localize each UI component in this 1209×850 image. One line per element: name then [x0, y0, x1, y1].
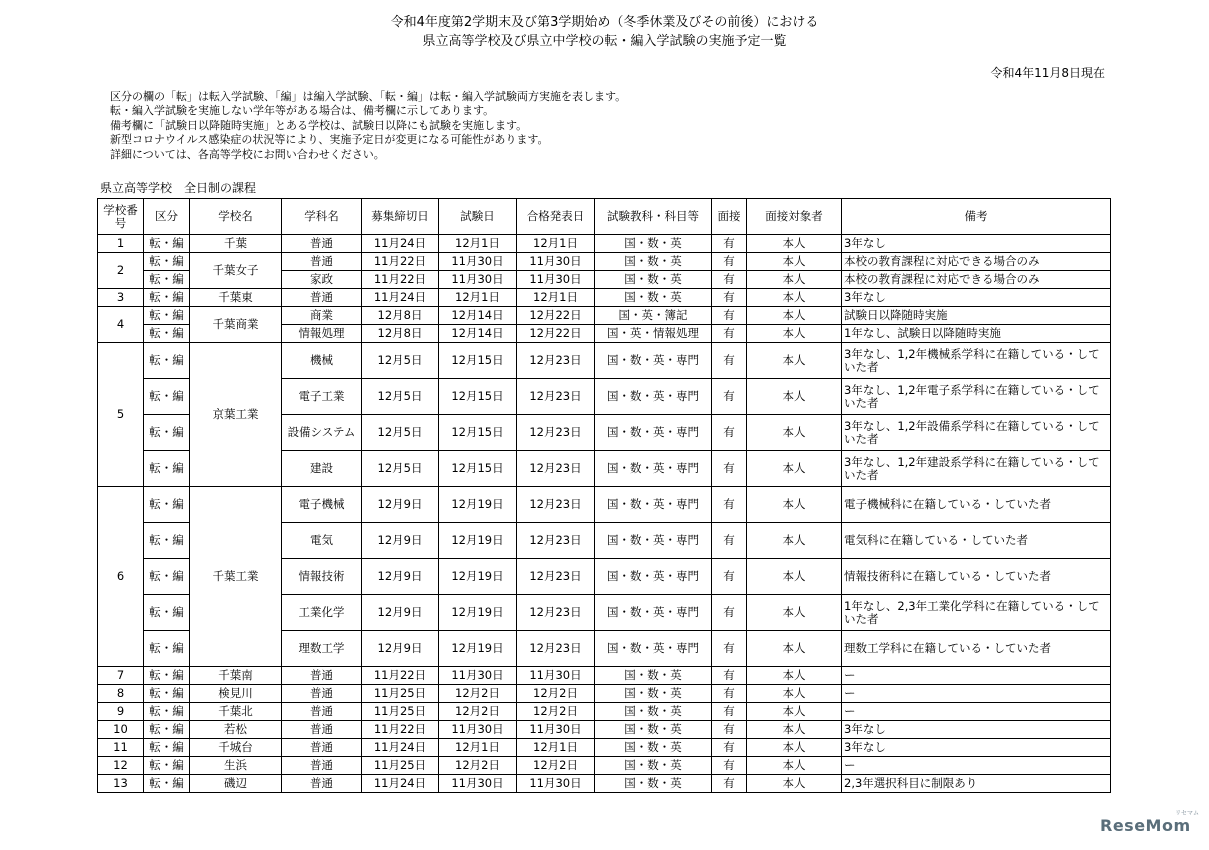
note-line: 新型コロナウイルス感染症の状況等により、実施予定日が変更になる可能性があります。 — [110, 133, 549, 147]
interview-cell: 有 — [712, 775, 747, 793]
interview-cell: 有 — [712, 289, 747, 307]
exam-date-cell: 12月19日 — [439, 487, 517, 523]
department-cell: 情報技術 — [282, 559, 362, 595]
remarks-cell: 2,3年選択科目に制限あり — [842, 775, 1111, 793]
exam-date-cell: 12月2日 — [439, 703, 517, 721]
exam-schedule-table — [97, 198, 1111, 793]
deadline-cell: 11月24日 — [362, 739, 439, 757]
department-cell: 普通 — [282, 775, 362, 793]
table-row — [98, 235, 1111, 253]
section-title: 県立高等学校 全日制の課程 — [100, 181, 257, 195]
subjects-cell: 国・数・英・専門 — [595, 379, 712, 415]
kubun-cell: 転・編 — [144, 235, 190, 253]
deadline-cell: 12月8日 — [362, 307, 439, 325]
result-date-cell: 12月1日 — [517, 739, 595, 757]
remarks-cell: 3年なし、1,2年電子系学科に在籍している・していた者 — [842, 379, 1111, 415]
department-cell: 家政 — [282, 271, 362, 289]
header-deadline: 募集締切日 — [362, 199, 439, 235]
school-name-cell: 千葉東 — [190, 289, 282, 307]
school-no-cell: 6 — [98, 487, 144, 667]
subjects-cell: 国・英・情報処理 — [595, 325, 712, 343]
interview-cell: 有 — [712, 235, 747, 253]
table-row — [98, 721, 1111, 739]
interview-target-cell: 本人 — [747, 775, 842, 793]
school-name-cell: 磯辺 — [190, 775, 282, 793]
exam-date-cell: 12月19日 — [439, 523, 517, 559]
deadline-cell: 12月9日 — [362, 595, 439, 631]
header-remarks: 備考 — [842, 199, 1111, 235]
interview-cell: 有 — [712, 595, 747, 631]
interview-target-cell: 本人 — [747, 325, 842, 343]
kubun-cell: 転・編 — [144, 289, 190, 307]
result-date-cell: 11月30日 — [517, 253, 595, 271]
header-exam-date: 試験日 — [439, 199, 517, 235]
school-no-cell: 10 — [98, 721, 144, 739]
kubun-cell: 転・編 — [144, 451, 190, 487]
school-name-cell: 京葉工業 — [190, 343, 282, 487]
remarks-cell: 情報技術科に在籍している・していた者 — [842, 559, 1111, 595]
deadline-cell: 12月5日 — [362, 379, 439, 415]
subjects-cell: 国・数・英 — [595, 253, 712, 271]
interview-cell: 有 — [712, 379, 747, 415]
result-date-cell: 12月23日 — [517, 559, 595, 595]
interview-cell: 有 — [712, 631, 747, 667]
department-cell: 情報処理 — [282, 325, 362, 343]
header-result-date: 合格発表日 — [517, 199, 595, 235]
result-date-cell: 12月23日 — [517, 415, 595, 451]
remarks-cell: 理数工学科に在籍している・していた者 — [842, 631, 1111, 667]
interview-cell: 有 — [712, 667, 747, 685]
interview-target-cell: 本人 — [747, 289, 842, 307]
interview-target-cell: 本人 — [747, 631, 842, 667]
result-date-cell: 11月30日 — [517, 667, 595, 685]
school-no-cell: 3 — [98, 289, 144, 307]
table-row — [98, 289, 1111, 307]
interview-cell: 有 — [712, 559, 747, 595]
deadline-cell: 11月22日 — [362, 721, 439, 739]
deadline-cell: 12月9日 — [362, 487, 439, 523]
subjects-cell: 国・数・英・専門 — [595, 343, 712, 379]
header-kubun: 区分 — [144, 199, 190, 235]
exam-date-cell: 11月30日 — [439, 271, 517, 289]
school-name-cell: 千葉北 — [190, 703, 282, 721]
exam-date-cell: 12月15日 — [439, 451, 517, 487]
note-line: 詳細については、各高等学校にお問い合わせください。 — [110, 147, 385, 161]
subjects-cell: 国・数・英 — [595, 721, 712, 739]
interview-target-cell: 本人 — [747, 703, 842, 721]
document-title-line2: 県立高等学校及び県立中学校の転・編入学試験の実施予定一覧 — [422, 34, 787, 49]
result-date-cell: 11月30日 — [517, 271, 595, 289]
interview-target-cell: 本人 — [747, 451, 842, 487]
header-school-name: 学校名 — [190, 199, 282, 235]
exam-date-cell: 12月1日 — [439, 235, 517, 253]
remarks-cell: 3年なし — [842, 235, 1111, 253]
school-no-cell: 4 — [98, 307, 144, 343]
kubun-cell: 転・編 — [144, 739, 190, 757]
school-no-cell: 5 — [98, 343, 144, 487]
interview-target-cell: 本人 — [747, 415, 842, 451]
interview-cell: 有 — [712, 487, 747, 523]
subjects-cell: 国・数・英 — [595, 775, 712, 793]
school-no-cell: 9 — [98, 703, 144, 721]
kubun-cell: 転・編 — [144, 685, 190, 703]
department-cell: 普通 — [282, 703, 362, 721]
department-cell: 普通 — [282, 235, 362, 253]
subjects-cell: 国・数・英・専門 — [595, 559, 712, 595]
remarks-cell: 3年なし、1,2年機械系学科に在籍している・していた者 — [842, 343, 1111, 379]
remarks-cell: 本校の教育課程に対応できる場合のみ — [842, 271, 1111, 289]
deadline-cell: 12月9日 — [362, 559, 439, 595]
kubun-cell: 転・編 — [144, 325, 190, 343]
note-line: 転・編入学試験を実施しない学年等がある場合は、備考欄に示してあります。 — [110, 104, 495, 118]
subjects-cell: 国・数・英・専門 — [595, 487, 712, 523]
interview-cell: 有 — [712, 721, 747, 739]
result-date-cell: 12月23日 — [517, 379, 595, 415]
kubun-cell: 転・編 — [144, 559, 190, 595]
as-of-date: 令和4年11月8日現在 — [990, 66, 1105, 80]
subjects-cell: 国・数・英・専門 — [595, 415, 712, 451]
school-name-cell: 千葉工業 — [190, 487, 282, 667]
remarks-cell: ー — [842, 685, 1111, 703]
table-row — [98, 775, 1111, 793]
exam-date-cell: 12月15日 — [439, 379, 517, 415]
kubun-cell: 転・編 — [144, 703, 190, 721]
department-cell: 電子工業 — [282, 379, 362, 415]
header-subjects: 試験教科・科目等 — [595, 199, 712, 235]
kubun-cell: 転・編 — [144, 343, 190, 379]
deadline-cell: 11月22日 — [362, 253, 439, 271]
exam-date-cell: 12月1日 — [439, 739, 517, 757]
deadline-cell: 11月24日 — [362, 235, 439, 253]
header-interview: 面接 — [712, 199, 747, 235]
document-title-line1: 令和4年度第2学期末及び第3学期始め（冬季休業及びその前後）における — [390, 15, 819, 30]
table-row — [98, 685, 1111, 703]
subjects-cell: 国・英・簿記 — [595, 307, 712, 325]
result-date-cell: 11月30日 — [517, 775, 595, 793]
school-name-cell: 検見川 — [190, 685, 282, 703]
kubun-cell: 転・編 — [144, 523, 190, 559]
table-row — [98, 703, 1111, 721]
department-cell: 普通 — [282, 667, 362, 685]
remarks-cell: ー — [842, 667, 1111, 685]
table-row — [98, 487, 1111, 523]
remarks-cell: 1年なし、試験日以降随時実施 — [842, 325, 1111, 343]
interview-cell: 有 — [712, 739, 747, 757]
subjects-cell: 国・数・英 — [595, 271, 712, 289]
school-no-cell: 8 — [98, 685, 144, 703]
interview-cell: 有 — [712, 307, 747, 325]
remarks-cell: 1年なし、2,3年工業化学科に在籍している・していた者 — [842, 595, 1111, 631]
deadline-cell: 11月22日 — [362, 667, 439, 685]
school-name-cell: 生浜 — [190, 757, 282, 775]
deadline-cell: 12月5日 — [362, 451, 439, 487]
school-no-cell: 12 — [98, 757, 144, 775]
interview-target-cell: 本人 — [747, 523, 842, 559]
kubun-cell: 転・編 — [144, 271, 190, 289]
interview-cell: 有 — [712, 415, 747, 451]
department-cell: 工業化学 — [282, 595, 362, 631]
interview-target-cell: 本人 — [747, 235, 842, 253]
school-name-cell: 若松 — [190, 721, 282, 739]
deadline-cell: 11月24日 — [362, 775, 439, 793]
department-cell: 設備システム — [282, 415, 362, 451]
kubun-cell: 転・編 — [144, 415, 190, 451]
deadline-cell: 11月25日 — [362, 703, 439, 721]
result-date-cell: 12月2日 — [517, 685, 595, 703]
result-date-cell: 12月1日 — [517, 235, 595, 253]
interview-cell: 有 — [712, 703, 747, 721]
department-cell: 普通 — [282, 253, 362, 271]
kubun-cell: 転・編 — [144, 721, 190, 739]
interview-target-cell: 本人 — [747, 487, 842, 523]
subjects-cell: 国・数・英・専門 — [595, 451, 712, 487]
exam-date-cell: 12月14日 — [439, 307, 517, 325]
remarks-cell: ー — [842, 757, 1111, 775]
note-line: 備考欄に「試験日以降随時実施」とある学校は、試験日以降にも試験を実施します。 — [110, 118, 528, 132]
exam-date-cell: 12月19日 — [439, 559, 517, 595]
exam-date-cell: 11月30日 — [439, 775, 517, 793]
interview-cell: 有 — [712, 253, 747, 271]
resemom-logo: ReseMom — [1100, 816, 1191, 835]
table-row — [98, 757, 1111, 775]
department-cell: 電子機械 — [282, 487, 362, 523]
interview-cell: 有 — [712, 451, 747, 487]
interview-cell: 有 — [712, 343, 747, 379]
remarks-cell: ー — [842, 703, 1111, 721]
subjects-cell: 国・数・英 — [595, 703, 712, 721]
interview-target-cell: 本人 — [747, 559, 842, 595]
result-date-cell: 12月23日 — [517, 487, 595, 523]
remarks-cell: 電気科に在籍している・していた者 — [842, 523, 1111, 559]
department-cell: 普通 — [282, 289, 362, 307]
interview-target-cell: 本人 — [747, 757, 842, 775]
interview-target-cell: 本人 — [747, 739, 842, 757]
department-cell: 商業 — [282, 307, 362, 325]
subjects-cell: 国・数・英・専門 — [595, 631, 712, 667]
department-cell: 建設 — [282, 451, 362, 487]
result-date-cell: 12月23日 — [517, 523, 595, 559]
department-cell: 普通 — [282, 721, 362, 739]
kubun-cell: 転・編 — [144, 667, 190, 685]
kubun-cell: 転・編 — [144, 631, 190, 667]
result-date-cell: 12月23日 — [517, 595, 595, 631]
exam-date-cell: 11月30日 — [439, 253, 517, 271]
exam-date-cell: 11月30日 — [439, 667, 517, 685]
subjects-cell: 国・数・英 — [595, 289, 712, 307]
department-cell: 普通 — [282, 757, 362, 775]
subjects-cell: 国・数・英 — [595, 757, 712, 775]
exam-date-cell: 12月1日 — [439, 289, 517, 307]
subjects-cell: 国・数・英 — [595, 667, 712, 685]
deadline-cell: 11月25日 — [362, 757, 439, 775]
interview-target-cell: 本人 — [747, 271, 842, 289]
interview-target-cell: 本人 — [747, 685, 842, 703]
remarks-cell: 3年なし — [842, 289, 1111, 307]
subjects-cell: 国・数・英 — [595, 685, 712, 703]
table-row — [98, 307, 1111, 325]
result-date-cell: 12月23日 — [517, 343, 595, 379]
remarks-cell: 3年なし — [842, 721, 1111, 739]
table-row — [98, 343, 1111, 379]
deadline-cell: 11月22日 — [362, 271, 439, 289]
kubun-cell: 転・編 — [144, 757, 190, 775]
result-date-cell: 12月1日 — [517, 289, 595, 307]
subjects-cell: 国・数・英・専門 — [595, 595, 712, 631]
interview-cell: 有 — [712, 685, 747, 703]
school-name-cell: 千葉 — [190, 235, 282, 253]
exam-date-cell: 12月19日 — [439, 631, 517, 667]
school-name-cell: 千葉商業 — [190, 307, 282, 343]
table-row — [98, 667, 1111, 685]
school-name-cell: 千葉南 — [190, 667, 282, 685]
exam-date-cell: 12月19日 — [439, 595, 517, 631]
deadline-cell: 11月25日 — [362, 685, 439, 703]
subjects-cell: 国・数・英 — [595, 235, 712, 253]
table-row — [98, 739, 1111, 757]
kubun-cell: 転・編 — [144, 307, 190, 325]
result-date-cell: 12月23日 — [517, 451, 595, 487]
header-interview-target: 面接対象者 — [747, 199, 842, 235]
kubun-cell: 転・編 — [144, 487, 190, 523]
department-cell: 電気 — [282, 523, 362, 559]
school-no-cell: 2 — [98, 253, 144, 289]
exam-date-cell: 12月2日 — [439, 685, 517, 703]
interview-target-cell: 本人 — [747, 595, 842, 631]
remarks-cell: 3年なし、1,2年設備系学科に在籍している・していた者 — [842, 415, 1111, 451]
header-school-no: 学校番号 — [98, 199, 144, 235]
notes-block — [110, 90, 626, 162]
result-date-cell: 12月2日 — [517, 703, 595, 721]
school-no-cell: 1 — [98, 235, 144, 253]
subjects-cell: 国・数・英 — [595, 739, 712, 757]
result-date-cell: 12月2日 — [517, 757, 595, 775]
exam-date-cell: 12月15日 — [439, 415, 517, 451]
interview-target-cell: 本人 — [747, 307, 842, 325]
deadline-cell: 11月24日 — [362, 289, 439, 307]
interview-target-cell: 本人 — [747, 379, 842, 415]
exam-date-cell: 12月15日 — [439, 343, 517, 379]
department-cell: 普通 — [282, 739, 362, 757]
department-cell: 理数工学 — [282, 631, 362, 667]
result-date-cell: 12月23日 — [517, 631, 595, 667]
school-no-cell: 7 — [98, 667, 144, 685]
table-header-row — [98, 199, 1111, 235]
remarks-cell: 3年なし — [842, 739, 1111, 757]
result-date-cell: 12月22日 — [517, 307, 595, 325]
department-cell: 機械 — [282, 343, 362, 379]
deadline-cell: 12月5日 — [362, 343, 439, 379]
school-no-cell: 13 — [98, 775, 144, 793]
result-date-cell: 12月22日 — [517, 325, 595, 343]
interview-target-cell: 本人 — [747, 667, 842, 685]
school-name-cell: 千城台 — [190, 739, 282, 757]
watermark-small: リセマム — [1175, 810, 1199, 817]
interview-cell: 有 — [712, 757, 747, 775]
remarks-cell: 電子機械科に在籍している・していた者 — [842, 487, 1111, 523]
department-cell: 普通 — [282, 685, 362, 703]
remarks-cell: 本校の教育課程に対応できる場合のみ — [842, 253, 1111, 271]
interview-target-cell: 本人 — [747, 253, 842, 271]
kubun-cell: 転・編 — [144, 595, 190, 631]
school-name-cell: 千葉女子 — [190, 253, 282, 289]
table-row — [98, 253, 1111, 271]
interview-target-cell: 本人 — [747, 343, 842, 379]
remarks-cell: 3年なし、1,2年建設系学科に在籍している・していた者 — [842, 451, 1111, 487]
school-no-cell: 11 — [98, 739, 144, 757]
interview-cell: 有 — [712, 271, 747, 289]
interview-cell: 有 — [712, 523, 747, 559]
deadline-cell: 12月9日 — [362, 523, 439, 559]
deadline-cell: 12月5日 — [362, 415, 439, 451]
kubun-cell: 転・編 — [144, 253, 190, 271]
deadline-cell: 12月9日 — [362, 631, 439, 667]
remarks-cell: 試験日以降随時実施 — [842, 307, 1111, 325]
interview-target-cell: 本人 — [747, 721, 842, 739]
exam-date-cell: 11月30日 — [439, 721, 517, 739]
subjects-cell: 国・数・英・専門 — [595, 523, 712, 559]
interview-cell: 有 — [712, 325, 747, 343]
header-department: 学科名 — [282, 199, 362, 235]
exam-date-cell: 12月14日 — [439, 325, 517, 343]
deadline-cell: 12月8日 — [362, 325, 439, 343]
kubun-cell: 転・編 — [144, 379, 190, 415]
exam-date-cell: 12月2日 — [439, 757, 517, 775]
note-line: 区分の欄の「転」は転入学試験、「編」は編入学試験、「転・編」は転・編入学試験両方実施を表します。 — [110, 90, 627, 103]
kubun-cell: 転・編 — [144, 775, 190, 793]
result-date-cell: 11月30日 — [517, 721, 595, 739]
